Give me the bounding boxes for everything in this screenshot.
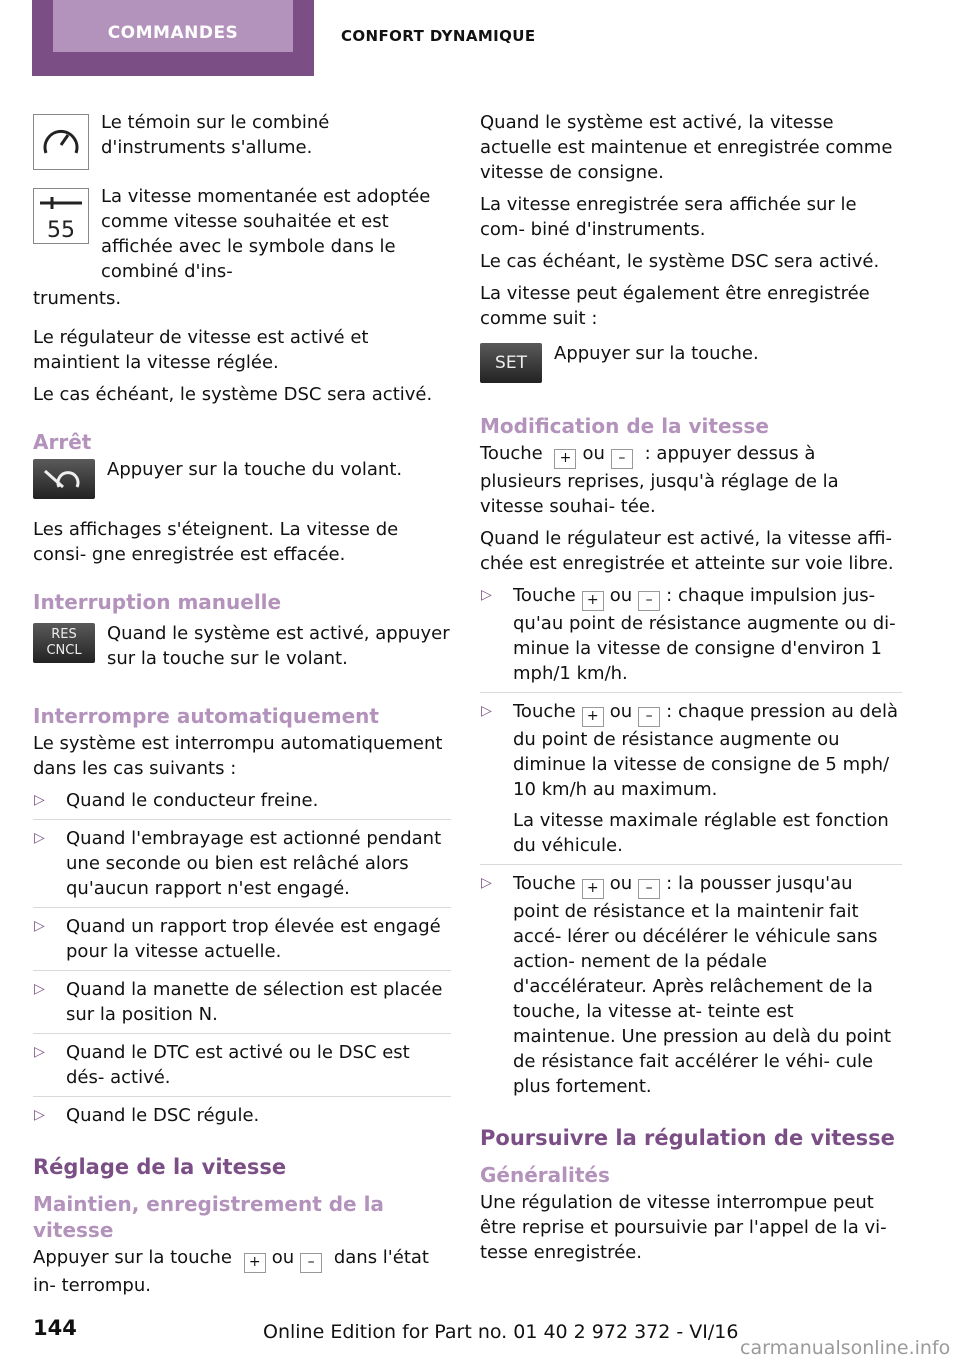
heading-interruption: Interruption manuelle: [33, 590, 282, 614]
speed-symbol-icon: [33, 188, 89, 244]
b2-ou: ou: [609, 701, 633, 722]
minus-key-icon: –: [638, 707, 660, 727]
res-cncl-button-icon: [33, 623, 95, 663]
bullet-arrow-icon: ▷: [34, 981, 45, 997]
b2-note: La vitesse maximale réglable est fonction du véhicule.: [513, 810, 889, 856]
watermark: carmanualsonline.info: [740, 1337, 951, 1359]
list-item-text: Quand l'embrayage est actionné pendant une seconde ou bien est relâché alors qu'aucun rapport n'est engagé.: [66, 828, 442, 899]
plus-key-icon: +: [582, 707, 604, 727]
minus-key-icon: –: [638, 591, 660, 611]
paragraph-generalites: Une régulation de vitesse interrompue peut être reprise et poursuivie par l'appel de la vi- tesse enregistrée.: [480, 1192, 887, 1263]
paragraph-off: Les affichages s'éteignent. La vitesse de consi- gne enregistrée est effacée.: [33, 519, 399, 565]
b2-text-b: : chaque pression au delà du point de résistance augmente ou diminue la vitesse de consigne de 5 mph/ 10 km/h au maximum.: [513, 701, 899, 800]
indicator-text: Le témoin sur le combiné d'instruments s'allume.: [101, 112, 330, 158]
set-button-icon: [480, 343, 542, 383]
bullet-arrow-icon: ▷: [34, 830, 45, 846]
minus-key-icon: –: [611, 449, 633, 469]
cncl-label: CNCL: [46, 643, 82, 658]
set-button-row: [480, 341, 902, 391]
bullet-arrow-icon: ▷: [481, 703, 492, 719]
left-column: [33, 110, 451, 1305]
bullet-arrow-icon: ▷: [481, 587, 492, 603]
paragraph-activated: Le régulateur de vitesse est activé et maintient la vitesse réglée.: [33, 327, 369, 373]
modif-text-a: Touche: [480, 443, 543, 464]
section-title: CONFORT DYNAMIQUE: [341, 27, 536, 45]
modif-ou: ou: [582, 443, 605, 464]
set-button-text: Appuyer sur la touche.: [554, 343, 759, 364]
plus-key-icon: +: [582, 591, 604, 611]
list-item: [33, 977, 451, 1034]
list-item: [33, 1040, 451, 1097]
off-button-text: Appuyer sur la touche du volant.: [107, 459, 403, 480]
maintien-ou: ou: [271, 1247, 295, 1268]
list-item: [33, 1103, 451, 1134]
paragraph-maintien: [33, 1245, 451, 1298]
page-number: 144: [33, 1316, 77, 1340]
b1-ou: ou: [609, 585, 633, 606]
heading-maintien: Maintien, enregistrement de la vitesse: [33, 1192, 384, 1242]
speed-symbol-number: 55: [47, 218, 75, 243]
maintien-text-a: Appuyer sur la touche: [33, 1247, 232, 1268]
speed-row: [33, 184, 451, 284]
heading-reglage: Réglage de la vitesse: [33, 1155, 287, 1179]
list-item-text: Quand la manette de sélection est placée sur la position N.: [66, 979, 443, 1025]
b3-ou: ou: [609, 873, 633, 894]
paragraph-modif-2: Quand le régulateur est activé, la vitesse affi- chée est enregistrée et atteinte sur voie libre.: [480, 528, 894, 574]
maintien-text-b: dans l'état in- terrompu.: [33, 1247, 429, 1296]
modif-text-b: : appuyer dessus à plusieurs reprises, jusqu'à réglage de la vitesse souhai- tée.: [480, 443, 839, 517]
res-label: RES: [51, 627, 77, 642]
speed-text-continued: truments.: [33, 288, 122, 309]
paragraph-auto-intro: Le système est interrompu automatiquement dans les cas suivants :: [33, 733, 443, 779]
list-item-text: Quand un rapport trop élevée est engagé pour la vitesse actuelle.: [66, 916, 441, 962]
b3-text-b: : la pousser jusqu'au point de résistance et la maintenir fait accé- lérer ou décélérer le véhicule sans action- nement de la pédale d'accélérateur. Après relâchement de la touche, la vitesse at- teinte est maintenue. Une pression au delà du point de résistance fait accélérer le véhi- cule plus fortement.: [513, 873, 892, 1097]
chapter-tab-label: COMMANDES: [53, 0, 293, 52]
page-header: [0, 0, 960, 76]
res-button-row: [33, 621, 451, 681]
plus-key-icon: +: [554, 449, 576, 469]
minus-key-icon: –: [300, 1253, 322, 1273]
list-item: [480, 699, 902, 865]
b3-text-a: Touche: [513, 873, 576, 894]
list-item: [33, 914, 451, 971]
auto-bullet-list: [33, 788, 451, 1134]
chapter-tab[interactable]: [32, 0, 314, 76]
cruise-off-button-icon: [33, 459, 95, 499]
heading-arret: Arrêt: [33, 430, 92, 454]
heading-modification: Modification de la vitesse: [480, 414, 769, 438]
heading-generalites: Généralités: [480, 1163, 610, 1187]
plus-key-icon: +: [244, 1253, 266, 1273]
modif-bullet-list: [480, 583, 902, 1105]
bullet-arrow-icon: ▷: [34, 792, 45, 808]
paragraph-modif: [480, 441, 902, 519]
paragraph-dsc-right: Le cas échéant, le système DSC sera activé.: [480, 251, 880, 272]
list-item: [480, 583, 902, 693]
b2-text-a: Touche: [513, 701, 576, 722]
b1-text-a: Touche: [513, 585, 576, 606]
paragraph-current-speed: Quand le système est activé, la vitesse actuelle est maintenue et enregistrée comme vitesse de consigne.: [480, 112, 893, 183]
paragraph-displayed: La vitesse enregistrée sera affichée sur le com- biné d'instruments.: [480, 194, 857, 240]
paragraph-alt-store: La vitesse peut également être enregistrée comme suit :: [480, 283, 870, 329]
list-item-text: Quand le DSC régule.: [66, 1105, 260, 1126]
paragraph-dsc: Le cas échéant, le système DSC sera activé.: [33, 384, 433, 405]
b1-text-b: : chaque impulsion jus- qu'au point de résistance augmente ou di- minue la vitesse de consigne d'environ 1 mph/1 km/h.: [513, 585, 896, 684]
heading-auto: Interrompre automatiquement: [33, 704, 379, 728]
set-label: SET: [495, 353, 527, 373]
minus-key-icon: –: [638, 879, 660, 899]
bullet-arrow-icon: ▷: [34, 918, 45, 934]
res-button-text: Quand le système est activé, appuyer sur la touche sur le volant.: [107, 623, 450, 669]
edition-footer: Online Edition for Part no. 01 40 2 972 372 - VI/16: [263, 1321, 739, 1343]
speed-text: La vitesse momentanée est adoptée comme vitesse souhaitée et est affichée avec le symbole dans le combiné d'ins-: [101, 186, 431, 282]
indicator-row: [33, 110, 451, 170]
list-item: [480, 871, 902, 1105]
plus-key-icon: +: [582, 879, 604, 899]
list-item: [33, 788, 451, 820]
bullet-arrow-icon: ▷: [34, 1044, 45, 1060]
list-item: [33, 826, 451, 908]
right-column: [480, 110, 902, 1272]
bullet-arrow-icon: ▷: [481, 875, 492, 891]
list-item-text: Quand le DTC est activé ou le DSC est dés- activé.: [66, 1042, 410, 1088]
heading-poursuivre: Poursuivre la régulation de vitesse: [480, 1126, 895, 1150]
off-button-row: [33, 457, 451, 503]
cruise-indicator-icon: [33, 114, 89, 170]
list-item-text: Quand le conducteur freine.: [66, 790, 319, 811]
bullet-arrow-icon: ▷: [34, 1107, 45, 1123]
